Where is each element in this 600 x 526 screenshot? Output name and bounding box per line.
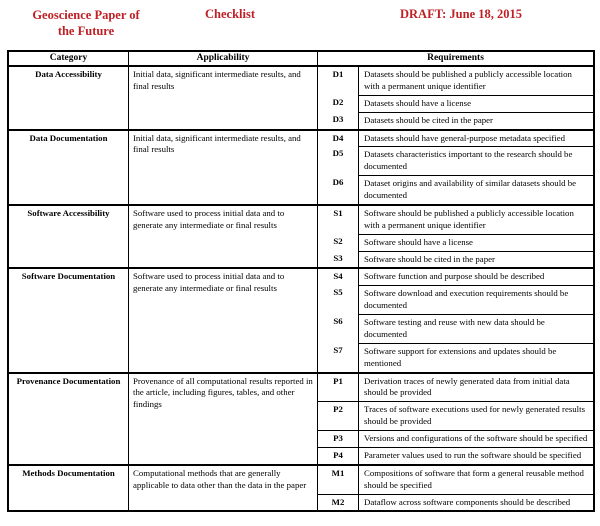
requirement-text: Software should be published a publicly accessible location with a permanent unique identifier (358, 206, 593, 234)
section-data-documentation (9, 129, 593, 204)
requirement-row (318, 146, 593, 175)
requirements-group (318, 466, 593, 511)
column-header-requirements: Requirements (427, 53, 484, 63)
section-methods-documentation (9, 464, 593, 511)
checklist-label: Checklist (205, 7, 255, 21)
requirement-text: Software support for extensions and updates should be mentioned (358, 343, 593, 372)
requirement-id: P2 (318, 401, 358, 430)
category-cell: Provenance Documentation (9, 374, 129, 464)
requirement-row (318, 95, 593, 112)
checklist-table (7, 50, 595, 512)
requirement-row (318, 447, 593, 464)
column-header-category: Category (9, 52, 129, 65)
requirement-id: M1 (331, 467, 345, 478)
requirement-text: Dataflow across software components should be described (358, 494, 593, 511)
requirement-text: Derivation traces of newly generated data from initial data should be provided (358, 374, 593, 402)
requirement-row (318, 251, 593, 268)
requirement-row (318, 112, 593, 129)
document-title-line2: the Future (57, 24, 115, 39)
requirement-text: Software should have a license (358, 234, 593, 251)
category-cell: Methods Documentation (9, 466, 129, 511)
requirement-text: Software function and purpose should be described (358, 269, 593, 285)
applicability-cell: Software used to process initial data and to generate any intermediate or final results (129, 269, 318, 371)
section-software-documentation (9, 267, 593, 371)
requirement-row (318, 466, 593, 494)
requirements-group (318, 206, 593, 268)
applicability-cell: Provenance of all computational results reported in the article, including figures, tables, and other findings (129, 374, 318, 464)
requirement-id: S5 (333, 287, 343, 298)
applicability-cell: Initial data, significant intermediate results, and final results (129, 67, 318, 129)
requirement-id: D4 (332, 132, 344, 143)
requirement-row (318, 430, 593, 447)
category-cell: Software Accessibility (9, 206, 129, 268)
requirement-id: S3 (333, 252, 343, 263)
requirement-row (318, 401, 593, 430)
requirements-group (318, 269, 593, 371)
requirement-id: D5 (332, 148, 344, 159)
requirement-id: D1 (332, 69, 344, 79)
requirement-id: S7 (333, 344, 343, 355)
requirement-text: Traces of software executions used for newly generated results should be provided (358, 401, 593, 430)
section-provenance-documentation (9, 372, 593, 464)
requirement-row (318, 206, 593, 234)
category-cell: Software Documentation (9, 269, 129, 371)
document-title (16, 7, 156, 40)
requirement-row (318, 131, 593, 147)
applicability-cell: Computational methods that are generally applicable to data other than the data in the paper (129, 466, 318, 511)
page-header (0, 0, 600, 50)
requirement-text: Versions and configurations of the software should be specified (358, 430, 593, 447)
requirement-id: D3 (332, 113, 344, 124)
requirement-id: S2 (333, 235, 343, 246)
requirement-text: Datasets should be cited in the paper (358, 112, 593, 129)
requirement-row (318, 285, 593, 314)
section-data-accessibility (9, 65, 593, 129)
requirement-id: P4 (318, 447, 358, 464)
requirement-text: Software should be cited in the paper (358, 251, 593, 268)
requirement-row (318, 343, 593, 372)
requirement-text: Software testing and reuse with new data should be documented (358, 314, 593, 343)
column-header-applicability: Applicability (129, 52, 318, 65)
category-cell: Data Documentation (9, 131, 129, 204)
requirements-group (318, 374, 593, 464)
requirements-group (318, 67, 593, 129)
requirement-text: Datasets characteristics important to the research should be documented (358, 146, 593, 175)
category-cell: Data Accessibility (9, 67, 129, 129)
requirement-text: Dataset origins and availability of similar datasets should be documented (358, 175, 593, 204)
requirement-row (318, 374, 593, 402)
requirement-id: M2 (318, 494, 358, 511)
requirement-row (318, 67, 593, 95)
requirement-row (318, 494, 593, 511)
requirement-text: Compositions of software that form a general reusable method should be specified (358, 466, 593, 494)
requirement-id: D2 (332, 96, 344, 107)
requirement-id: P3 (318, 430, 358, 447)
requirement-text: Datasets should be published a publicly accessible location with a permanent unique identifier (358, 67, 593, 95)
applicability-cell: Initial data, significant intermediate results, and final results (129, 131, 318, 204)
requirement-id: D6 (332, 177, 344, 188)
section-software-accessibility (9, 204, 593, 268)
table-header-row (9, 52, 593, 65)
draft-date-label: DRAFT: June 18, 2015 (400, 7, 522, 21)
requirement-id: S6 (333, 316, 343, 326)
requirement-row (318, 175, 593, 204)
requirements-group (318, 131, 593, 204)
requirement-text: Parameter values used to run the software should be specified (358, 447, 593, 464)
document-title-line1: Geoscience Paper of (32, 8, 140, 22)
requirement-id: S1 (333, 207, 343, 218)
requirement-row (318, 314, 593, 343)
requirement-id: P1 (333, 375, 343, 386)
requirement-text: Datasets should have a license (358, 95, 593, 112)
requirement-row (318, 269, 593, 285)
requirement-id: S4 (333, 271, 343, 282)
applicability-cell: Software used to process initial data and to generate any intermediate or final results (129, 206, 318, 268)
requirement-text: Software download and execution requirements should be documented (358, 285, 593, 314)
requirement-row (318, 234, 593, 251)
requirement-text: Datasets should have general-purpose metadata specified (358, 131, 593, 147)
